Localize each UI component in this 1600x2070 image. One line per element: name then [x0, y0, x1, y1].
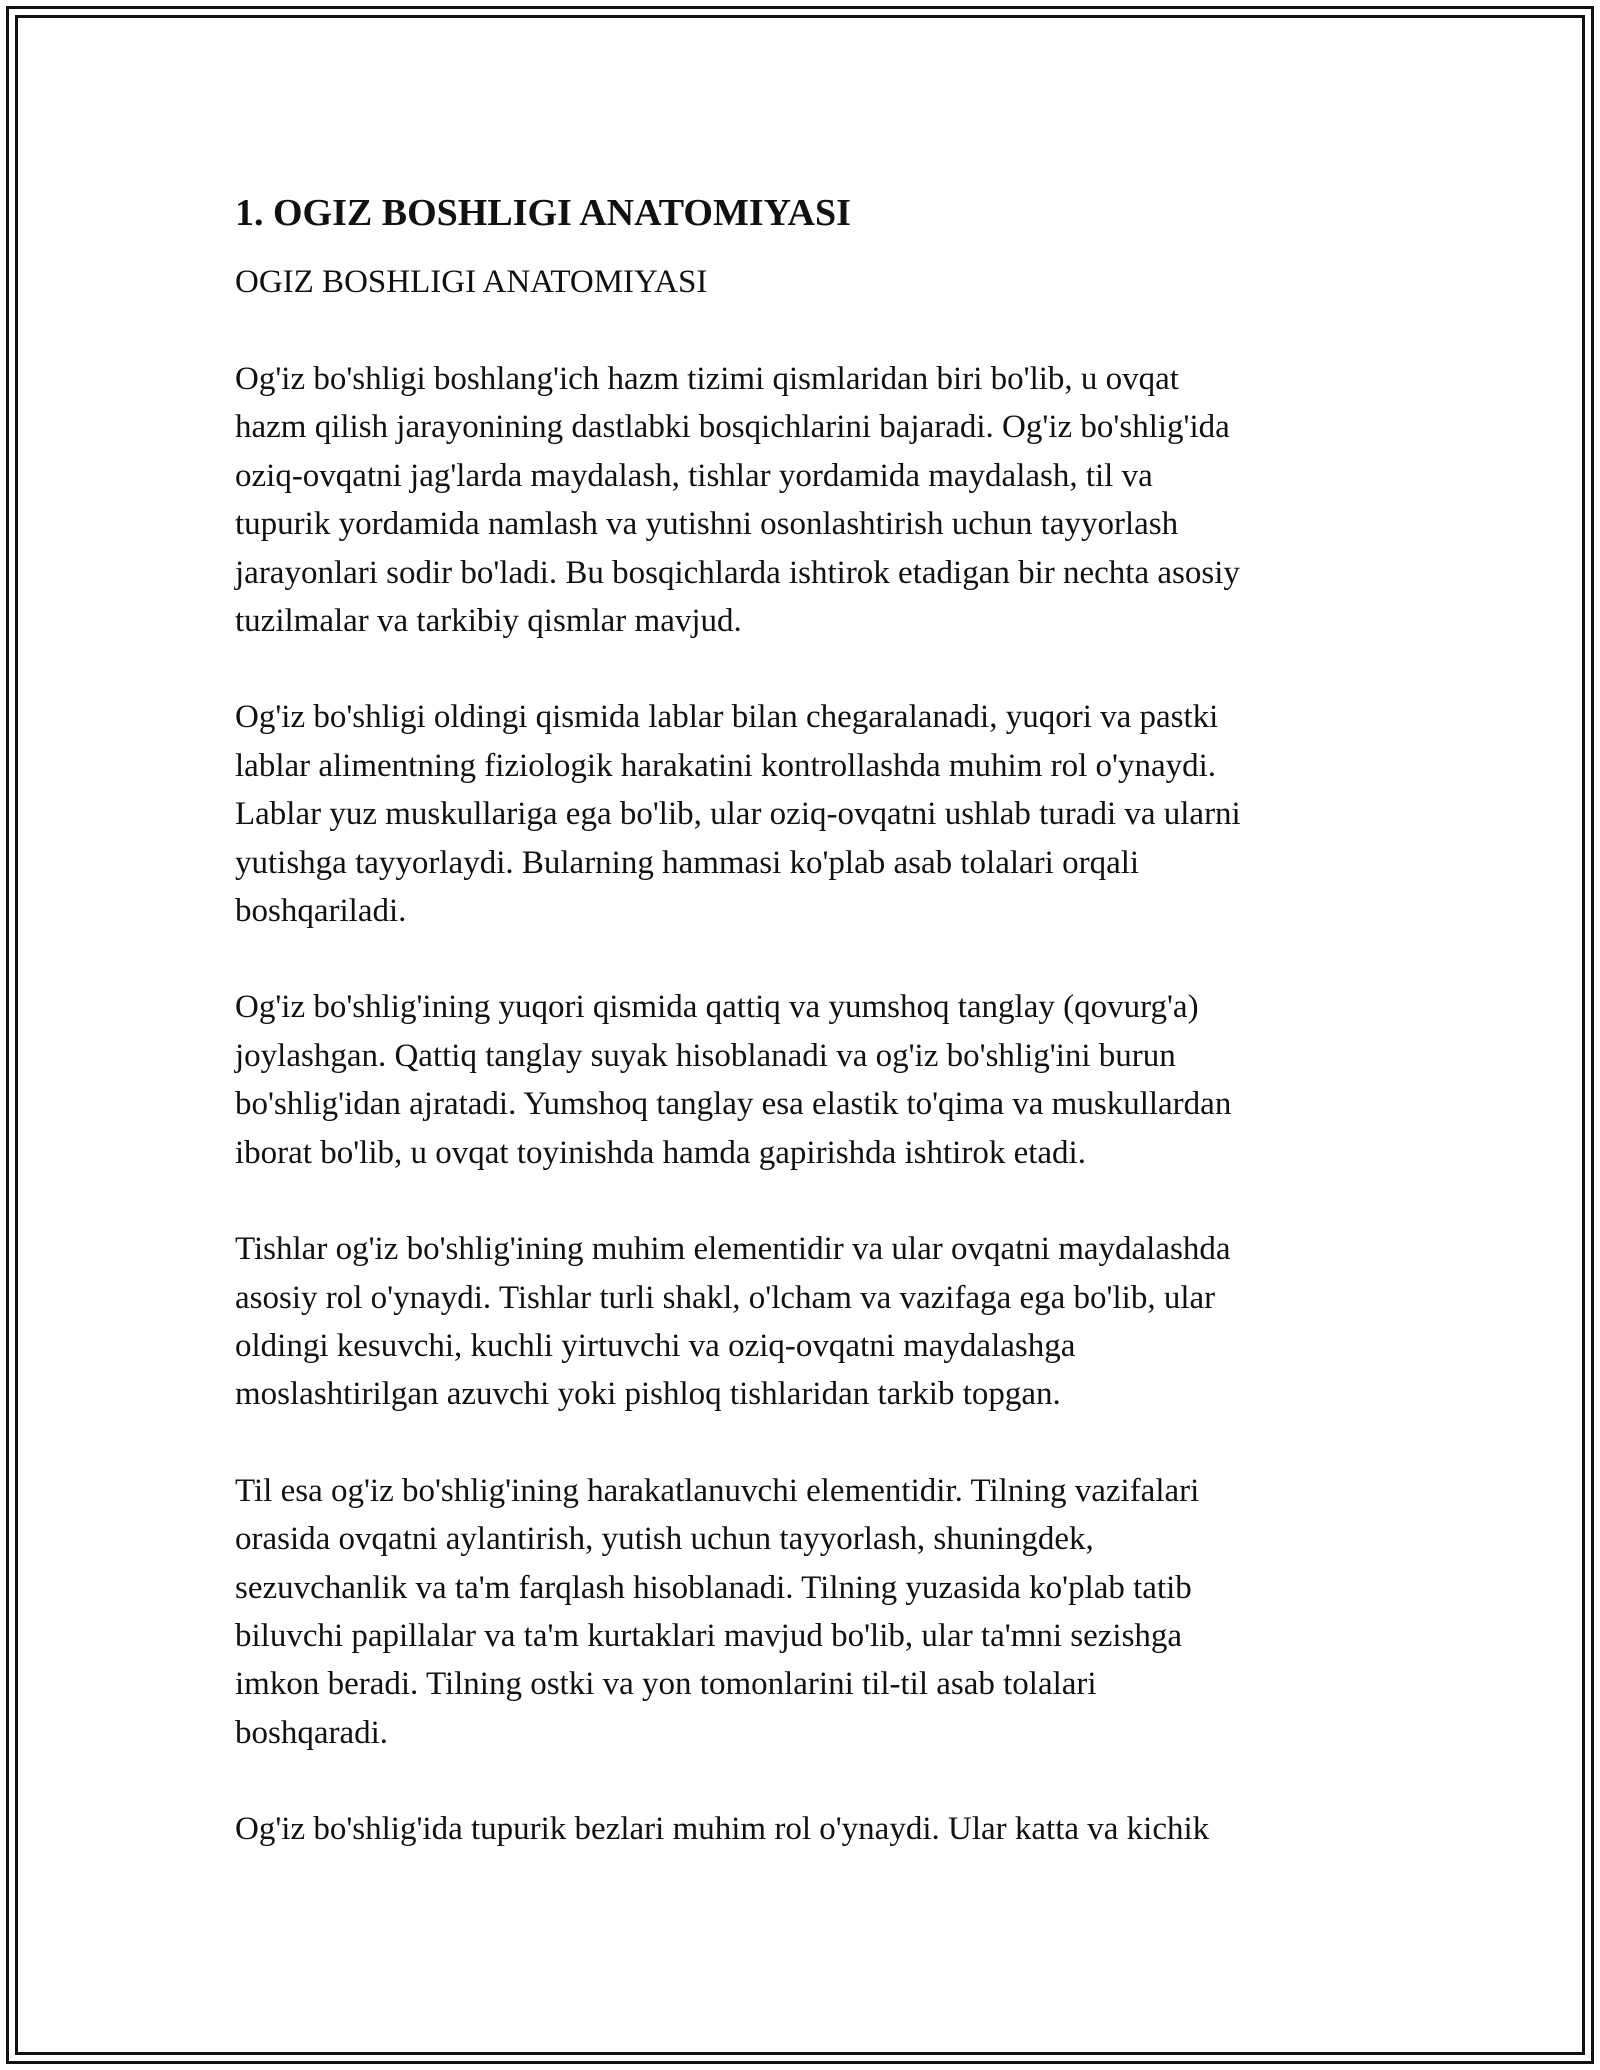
paragraph-line: orasida ovqatni aylantirish, yutish uchun tayyorlash, shuningdek, [235, 1521, 1094, 1558]
paragraph-line: oldingi kesuvchi, kuchli yirtuvchi va oziq-ovqatni maydalashga [235, 1327, 1076, 1364]
paragraph-line: Og'iz bo'shligi boshlang'ich hazm tizimi qismlaridan biri bo'lib, u ovqat [235, 361, 1179, 397]
paragraph [235, 355, 1365, 645]
paragraph-line: jarayonlari sodir bo'ladi. Bu bosqichlarda ishtirok etadigan bir nechta asosiy [235, 554, 1240, 591]
paragraph-line: lablar alimentning fiziologik harakatini kontrollashda muhim rol o'ynaydi. [235, 747, 1217, 784]
paragraph-line: moslashtirilgan azuvchi yoki pishloq tishlaridan tarkib topgan. [235, 1376, 1061, 1413]
paragraph-line: tupurik yordamida namlash va yutishni osonlashtirish uchun tayyorlash [235, 506, 1179, 543]
paragraph-line: tuzilmalar va tarkibiy qismlar mavjud. [235, 603, 742, 640]
paragraph-line: Til esa og'iz bo'shlig'ining harakatlanuvchi elementidir. Tilning vazifalari [235, 1472, 1200, 1509]
document-title: 1. OGIZ BOSHLIGI ANATOMIYASI [235, 192, 851, 234]
paragraph-line: yutishga tayyorlaydi. Bularning hammasi ko'plab asab tolalari orqali [235, 844, 1140, 881]
paragraph-line: biluvchi papillalar va ta'm kurtaklari mavjud bo'lib, ular ta'mni sezishga [235, 1617, 1183, 1654]
paragraph [235, 693, 1365, 935]
paragraph-line: iborat bo'lib, u ovqat toyinishda hamda gapirishda ishtirok etadi. [235, 1134, 1086, 1171]
paragraph-line: joylashgan. Qattiq tanglay suyak hisoblanadi va og'iz bo'shlig'ini burun [235, 1037, 1176, 1074]
paragraph-line: Og'iz bo'shlig'ida tupurik bezlari muhim rol o'ynaydi. Ular katta va kichik [235, 1811, 1210, 1848]
paragraph [235, 1467, 1365, 1757]
paragraph-line: hazm qilish jarayonining dastlabki bosqichlarini bajaradi. Og'iz bo'shlig'ida [235, 409, 1230, 446]
paragraph-line: Lablar yuz muskullariga ega bo'lib, ular oziq-ovqatni ushlab turadi va ularni [235, 796, 1241, 833]
paragraph-line: Tishlar og'iz bo'shlig'ining muhim elementidir va ular ovqatni maydalashda [235, 1231, 1231, 1268]
document-body [235, 190, 1365, 1902]
paragraph-line: Og'iz bo'shligi oldingi qismida lablar bilan chegaralanadi, yuqori va pastki [235, 699, 1219, 736]
paragraph [235, 983, 1365, 1177]
paragraph-line: imkon beradi. Tilning ostki va yon tomonlarini til-til asab tolalari [235, 1666, 1097, 1703]
paragraph-list [235, 355, 1365, 1854]
paragraph-line: boshqaradi. [235, 1714, 389, 1751]
paragraph-line: Og'iz bo'shlig'ining yuqori qismida qattiq va yumshoq tanglay (qovurg'a) [235, 989, 1199, 1026]
paragraph [235, 1225, 1365, 1419]
paragraph-line: bo'shlig'idan ajratadi. Yumshoq tanglay esa elastik to'qima va muskullardan [235, 1086, 1232, 1123]
paragraph-line: oziq-ovqatni jag'larda maydalash, tishlar yordamida maydalash, til va [235, 457, 1153, 494]
document-subtitle: OGIZ BOSHLIGI ANATOMIYASI [235, 264, 708, 300]
paragraph-line: asosiy rol o'ynaydi. Tishlar turli shakl, o'lcham va vazifaga ega bo'lib, ular [235, 1279, 1216, 1316]
paragraph-line: boshqariladi. [235, 893, 407, 930]
paragraph [235, 1805, 1365, 1853]
paragraph-line: sezuvchanlik va ta'm farqlash hisoblanadi. Tilning yuzasida ko'plab tatib [235, 1569, 1192, 1606]
